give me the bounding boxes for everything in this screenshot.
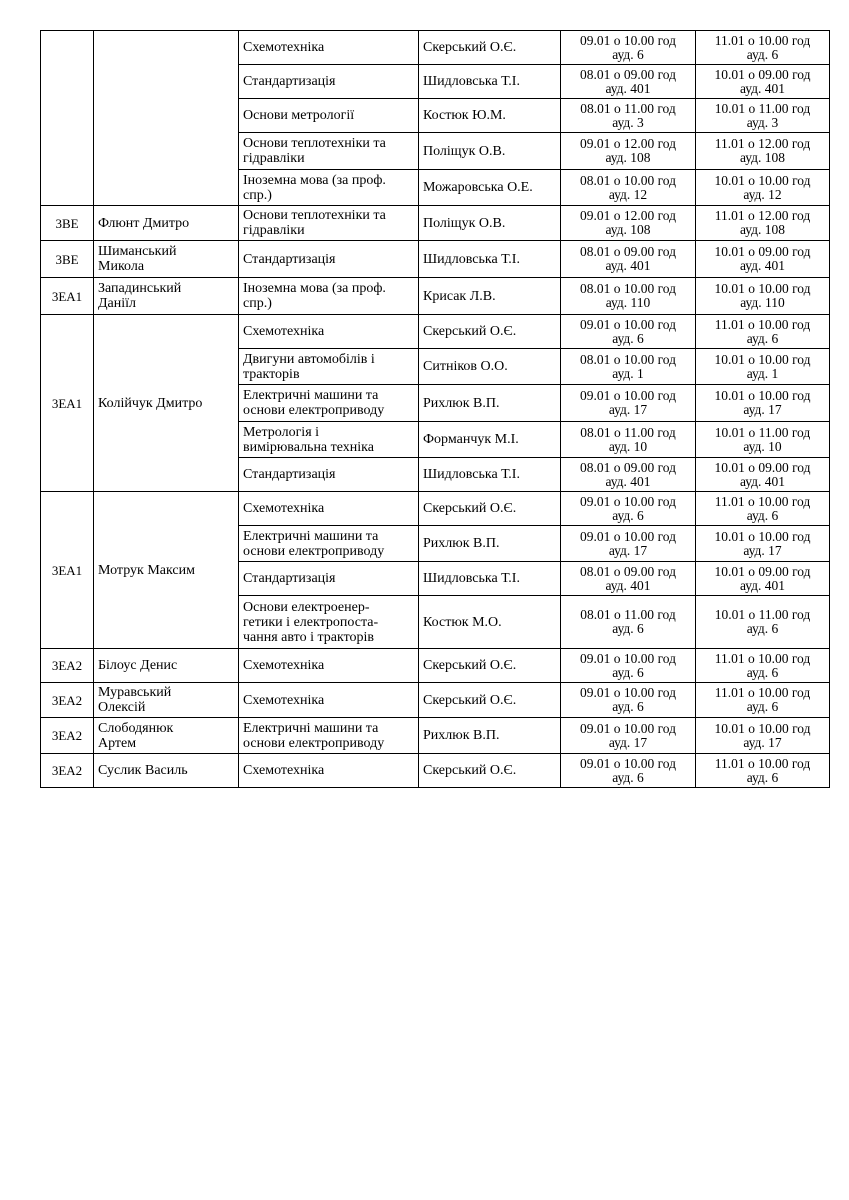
retake-date-cell: 11.01 о 10.00 год ауд. 6: [696, 492, 830, 526]
retake-date-cell: 10.01 о 10.00 год ауд. 17: [696, 526, 830, 562]
subject-cell: Двигуни автомобілів і тракторів: [239, 349, 419, 385]
exam-date-cell: 09.01 о 10.00 год ауд. 6: [561, 754, 696, 788]
exam-date-cell: 09.01 о 10.00 год ауд. 17: [561, 385, 696, 422]
group-cell: 3ЕА1: [41, 492, 94, 649]
exam-date-cell: 09.01 о 10.00 год ауд. 6: [561, 315, 696, 349]
group-cell: 3ЕА2: [41, 718, 94, 754]
retake-date-cell: 10.01 о 10.00 год ауд. 1: [696, 349, 830, 385]
subject-cell: Електричні машини та основи електроприводу: [239, 526, 419, 562]
retake-date-cell: 11.01 о 10.00 год ауд. 6: [696, 754, 830, 788]
exam-date-cell: 08.01 о 11.00 год ауд. 10: [561, 422, 696, 458]
table-row: [41, 278, 830, 315]
table-row: [41, 206, 830, 241]
table-row: [41, 754, 830, 788]
subject-cell: Основи теплотехніки та гідравліки: [239, 206, 419, 241]
student-cell: Шиманський Микола: [94, 241, 239, 278]
subject-cell: Схемотехніка: [239, 315, 419, 349]
student-cell: Колійчук Дмитро: [94, 315, 239, 492]
exam-date-cell: 08.01 о 09.00 год ауд. 401: [561, 65, 696, 99]
exam-date-cell: 09.01 о 10.00 год ауд. 6: [561, 31, 696, 65]
exam-date-cell: 08.01 о 11.00 год ауд. 3: [561, 99, 696, 133]
retake-date-cell: 10.01 о 10.00 год ауд. 110: [696, 278, 830, 315]
student-cell: Муравський Олексій: [94, 683, 239, 718]
retake-date-cell: 10.01 о 10.00 год ауд. 17: [696, 718, 830, 754]
teacher-cell: Форманчук М.І.: [419, 422, 561, 458]
retake-date-cell: 10.01 о 09.00 год ауд. 401: [696, 241, 830, 278]
student-cell: Мотрук Максим: [94, 492, 239, 649]
table-row: [41, 31, 830, 65]
subject-cell: Схемотехніка: [239, 492, 419, 526]
exam-date-cell: 09.01 о 10.00 год ауд. 6: [561, 492, 696, 526]
retake-date-cell: 11.01 о 10.00 год ауд. 6: [696, 315, 830, 349]
exam-date-cell: 08.01 о 09.00 год ауд. 401: [561, 241, 696, 278]
subject-cell: Схемотехніка: [239, 754, 419, 788]
exam-date-cell: 09.01 о 12.00 год ауд. 108: [561, 133, 696, 170]
teacher-cell: Поліщук О.В.: [419, 206, 561, 241]
exam-date-cell: 08.01 о 09.00 год ауд. 401: [561, 458, 696, 492]
table-row: [41, 683, 830, 718]
teacher-cell: Можаровська О.Е.: [419, 170, 561, 206]
retake-date-cell: 10.01 о 10.00 год ауд. 12: [696, 170, 830, 206]
teacher-cell: Скерський О.Є.: [419, 492, 561, 526]
teacher-cell: Шидловська Т.І.: [419, 65, 561, 99]
subject-cell: Стандартизація: [239, 562, 419, 596]
exam-date-cell: 09.01 о 12.00 год ауд. 108: [561, 206, 696, 241]
retake-date-cell: 10.01 о 11.00 год ауд. 10: [696, 422, 830, 458]
retake-date-cell: 10.01 о 09.00 год ауд. 401: [696, 458, 830, 492]
subject-cell: Електричні машини та основи електроприводу: [239, 385, 419, 422]
retake-date-cell: 11.01 о 10.00 год ауд. 6: [696, 31, 830, 65]
subject-cell: Метрологія і вимірювальна техніка: [239, 422, 419, 458]
teacher-cell: Крисак Л.В.: [419, 278, 561, 315]
subject-cell: Іноземна мова (за проф. спр.): [239, 278, 419, 315]
student-cell: Суслик Василь: [94, 754, 239, 788]
retake-date-cell: 10.01 о 09.00 год ауд. 401: [696, 65, 830, 99]
table-row: [41, 718, 830, 754]
student-cell: Білоус Денис: [94, 649, 239, 683]
teacher-cell: Рихлюк В.П.: [419, 718, 561, 754]
retake-date-cell: 11.01 о 12.00 год ауд. 108: [696, 133, 830, 170]
retake-date-cell: 10.01 о 11.00 год ауд. 3: [696, 99, 830, 133]
group-cell: 3ЕА2: [41, 649, 94, 683]
exam-date-cell: 08.01 о 09.00 год ауд. 401: [561, 562, 696, 596]
table-row: [41, 241, 830, 278]
group-cell: [41, 31, 94, 206]
subject-cell: Основи метрології: [239, 99, 419, 133]
exam-date-cell: 08.01 о 11.00 год ауд. 6: [561, 596, 696, 649]
subject-cell: Основи електроенер- гетики і електропоста- чання авто і тракторів: [239, 596, 419, 649]
teacher-cell: Скерський О.Є.: [419, 683, 561, 718]
teacher-cell: Скерський О.Є.: [419, 315, 561, 349]
group-cell: 3ЕА2: [41, 754, 94, 788]
teacher-cell: Ситніков О.О.: [419, 349, 561, 385]
group-cell: 3ЕА1: [41, 278, 94, 315]
teacher-cell: Скерський О.Є.: [419, 754, 561, 788]
subject-cell: Стандартизація: [239, 65, 419, 99]
retake-date-cell: 10.01 о 11.00 год ауд. 6: [696, 596, 830, 649]
retake-date-cell: 11.01 о 10.00 год ауд. 6: [696, 683, 830, 718]
subject-cell: Схемотехніка: [239, 683, 419, 718]
table-row: [41, 649, 830, 683]
subject-cell: Стандартизація: [239, 241, 419, 278]
exam-date-cell: 09.01 о 10.00 год ауд. 6: [561, 649, 696, 683]
teacher-cell: Шидловська Т.І.: [419, 241, 561, 278]
retake-date-cell: 10.01 о 10.00 год ауд. 17: [696, 385, 830, 422]
retake-date-cell: 11.01 о 12.00 год ауд. 108: [696, 206, 830, 241]
table-row: [41, 492, 830, 526]
subject-cell: Схемотехніка: [239, 31, 419, 65]
group-cell: 3ЕА2: [41, 683, 94, 718]
retake-date-cell: 10.01 о 09.00 год ауд. 401: [696, 562, 830, 596]
subject-cell: Електричні машини та основи електроприводу: [239, 718, 419, 754]
exam-date-cell: 09.01 о 10.00 год ауд. 6: [561, 683, 696, 718]
group-cell: 3ВЕ: [41, 206, 94, 241]
student-cell: Флюнт Дмитро: [94, 206, 239, 241]
teacher-cell: Рихлюк В.П.: [419, 526, 561, 562]
exam-date-cell: 09.01 о 10.00 год ауд. 17: [561, 718, 696, 754]
exam-date-cell: 08.01 о 10.00 год ауд. 12: [561, 170, 696, 206]
student-cell: [94, 31, 239, 206]
teacher-cell: Скерський О.Є.: [419, 31, 561, 65]
exam-date-cell: 08.01 о 10.00 год ауд. 1: [561, 349, 696, 385]
group-cell: 3ЕА1: [41, 315, 94, 492]
subject-cell: Основи теплотехніки та гідравліки: [239, 133, 419, 170]
teacher-cell: Поліщук О.В.: [419, 133, 561, 170]
retake-date-cell: 11.01 о 10.00 год ауд. 6: [696, 649, 830, 683]
subject-cell: Схемотехніка: [239, 649, 419, 683]
student-cell: Слободянюк Артем: [94, 718, 239, 754]
subject-cell: Стандартизація: [239, 458, 419, 492]
teacher-cell: Костюк М.О.: [419, 596, 561, 649]
exam-date-cell: 08.01 о 10.00 год ауд. 110: [561, 278, 696, 315]
group-cell: 3ВЕ: [41, 241, 94, 278]
student-cell: Западинський Даніїл: [94, 278, 239, 315]
teacher-cell: Шидловська Т.І.: [419, 562, 561, 596]
exam-schedule-table: [40, 30, 830, 788]
teacher-cell: Рихлюк В.П.: [419, 385, 561, 422]
exam-date-cell: 09.01 о 10.00 год ауд. 17: [561, 526, 696, 562]
subject-cell: Іноземна мова (за проф. спр.): [239, 170, 419, 206]
teacher-cell: Скерський О.Є.: [419, 649, 561, 683]
table-row: [41, 315, 830, 349]
teacher-cell: Костюк Ю.М.: [419, 99, 561, 133]
teacher-cell: Шидловська Т.І.: [419, 458, 561, 492]
